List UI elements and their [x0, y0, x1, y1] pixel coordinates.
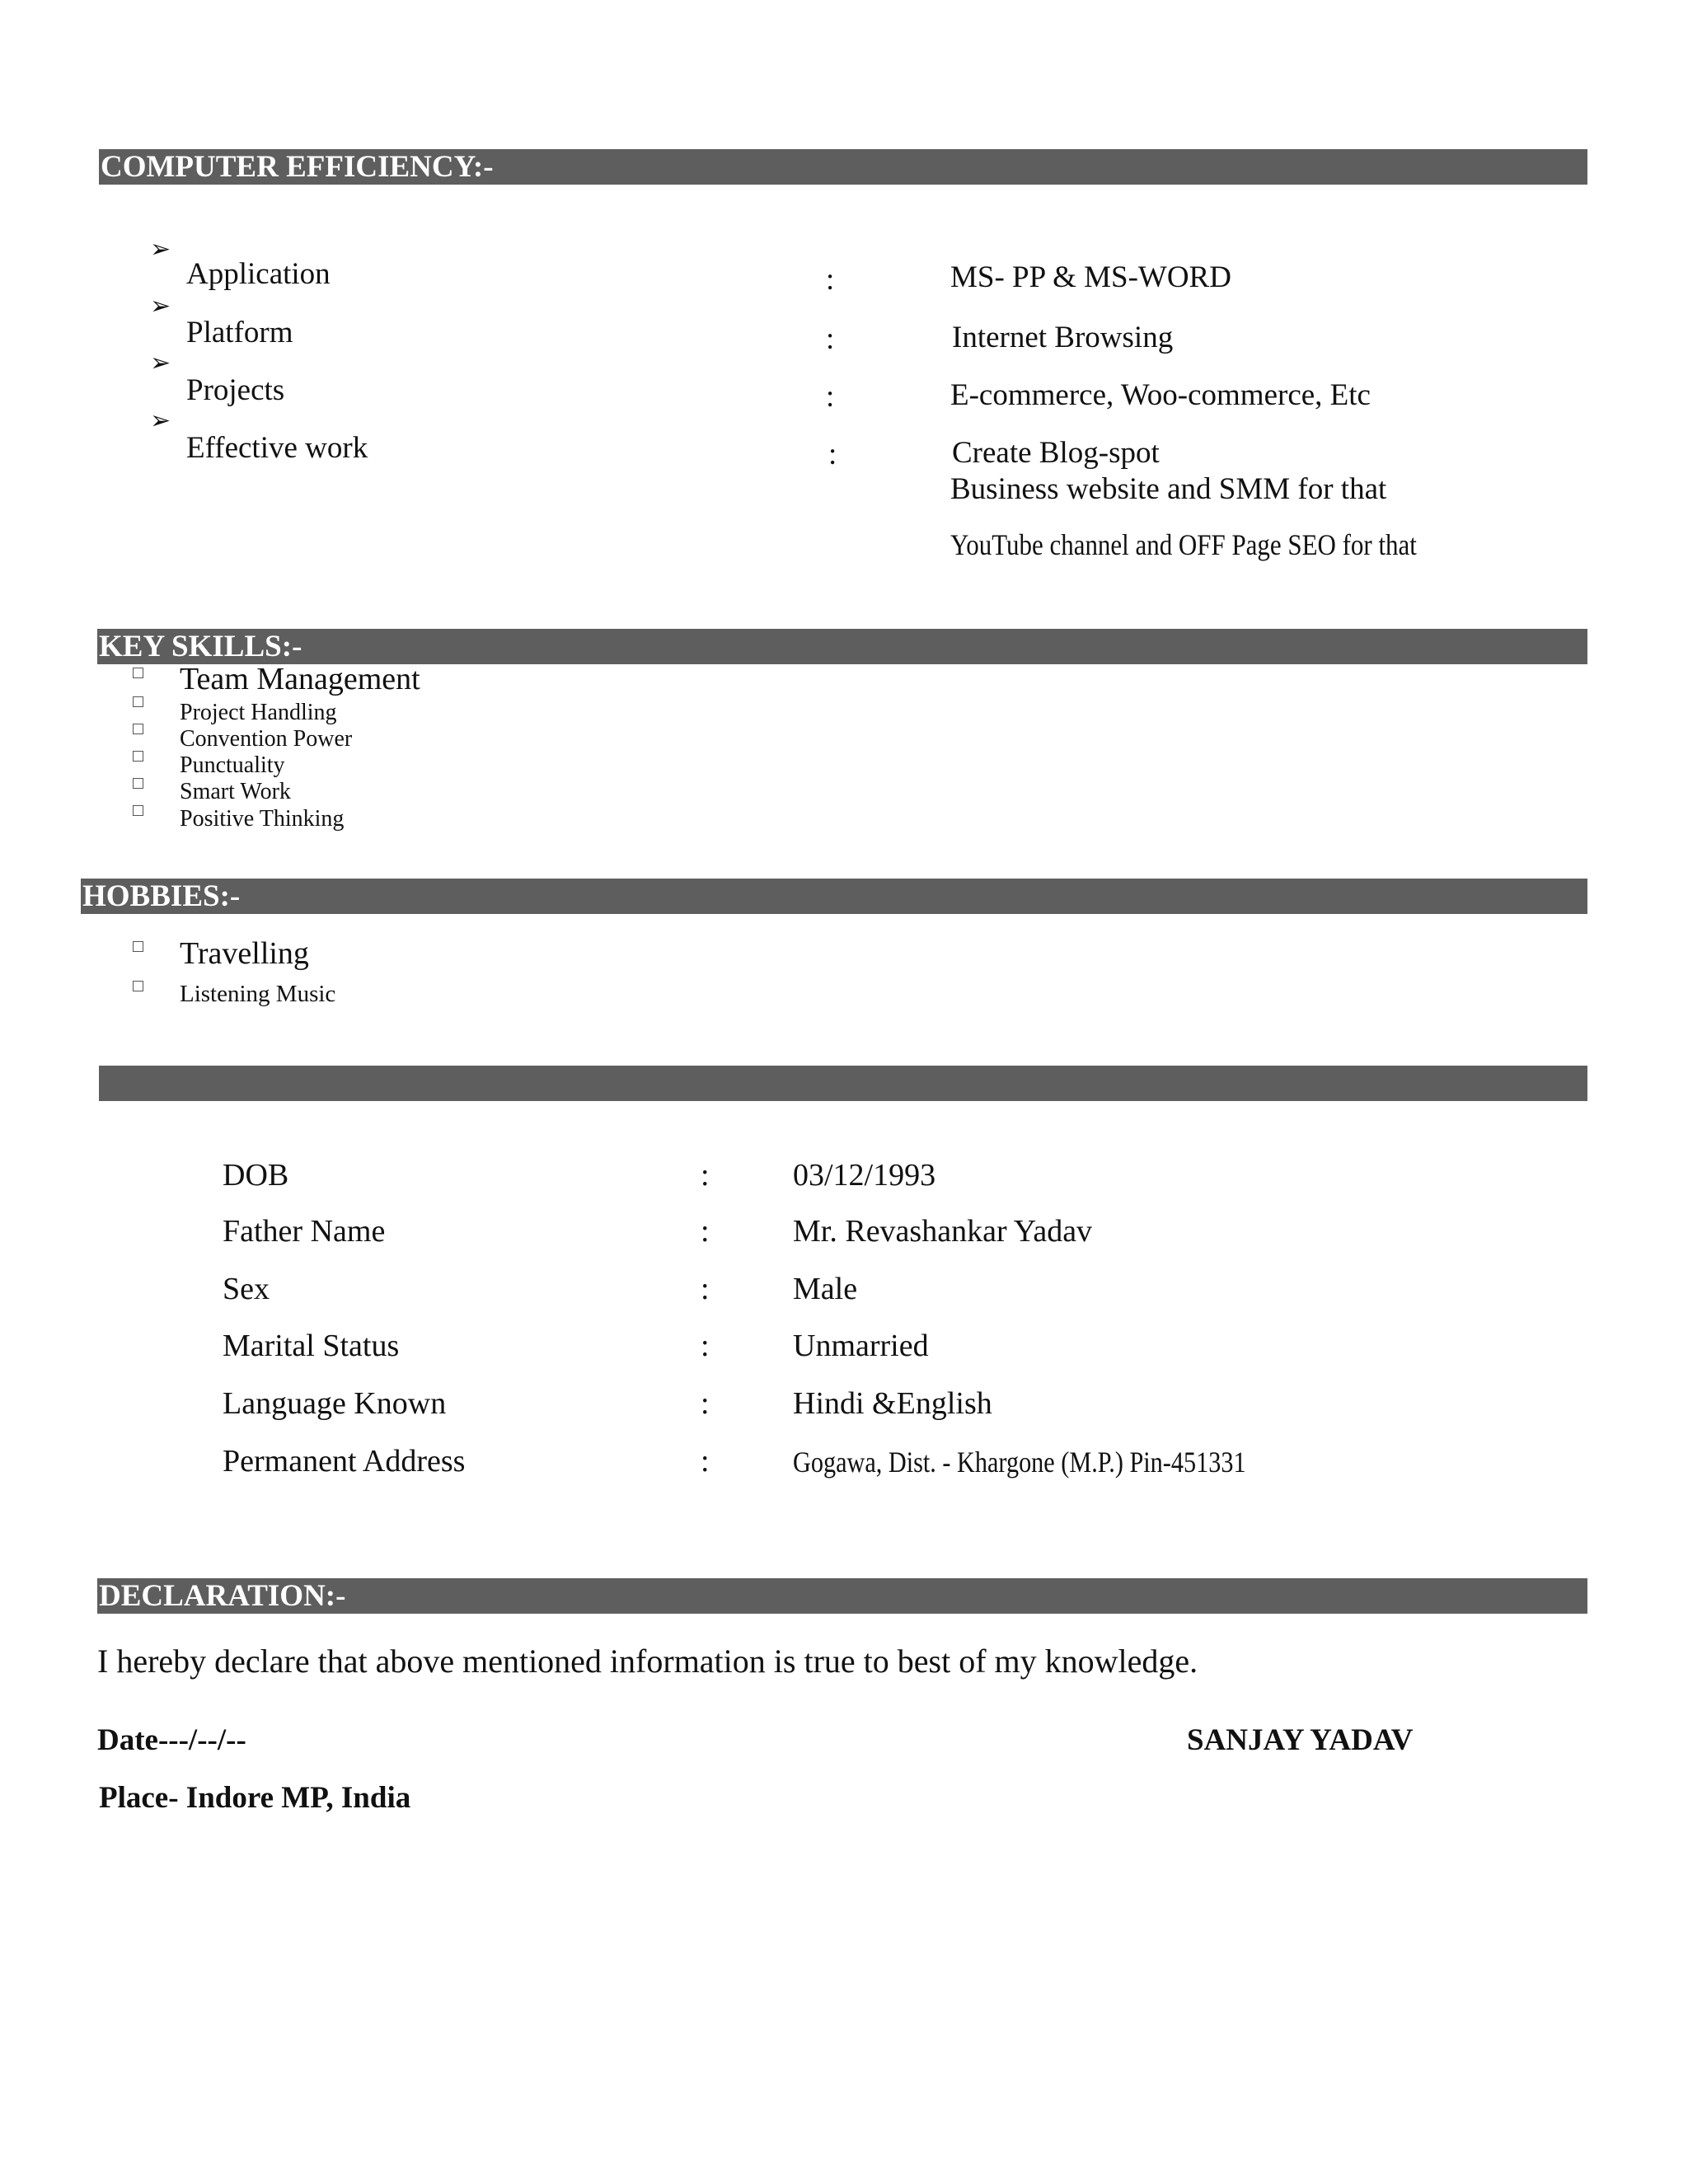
pd-colon: :	[701, 1444, 710, 1479]
declaration-heading-bar	[97, 1578, 1587, 1614]
ce-label-projects: Projects	[186, 373, 285, 407]
pd-value-language-known: Hindi &English	[793, 1386, 992, 1421]
checkbox-bullet-icon	[133, 724, 143, 734]
declaration-text: I hereby declare that above mentioned information is true to best of my knowledge.	[97, 1643, 1198, 1680]
list-item: Team Management	[180, 662, 420, 696]
declaration-date: Date---/--/--	[97, 1723, 246, 1757]
pd-colon: :	[701, 1158, 710, 1193]
ce-colon: :	[826, 322, 835, 356]
pd-value-marital-status: Unmarried	[793, 1329, 929, 1363]
ce-value-effective-work: Create Blog-spot	[952, 436, 1160, 470]
declaration-place: Place- Indore MP, India	[99, 1781, 411, 1815]
pd-colon: :	[701, 1214, 710, 1249]
ce-value-platform: Internet Browsing	[952, 321, 1174, 354]
declaration-heading: DECLARATION:-	[99, 1579, 346, 1613]
hobbies-heading-bar	[81, 879, 1587, 914]
pd-label-dob: DOB	[223, 1158, 289, 1193]
key-skills-heading-bar	[97, 629, 1587, 664]
ce-colon: :	[826, 263, 835, 297]
checkbox-bullet-icon	[133, 941, 143, 952]
pd-value-permanent-address: Gogawa, Dist. - Khargone (M.P.) Pin-451331	[793, 1446, 1246, 1479]
ce-label-platform: Platform	[186, 316, 293, 349]
list-item: Project Handling	[180, 700, 337, 725]
list-item: Smart Work	[180, 779, 291, 804]
pd-value-sex: Male	[793, 1272, 858, 1306]
arrowhead-bullet-icon: ➢	[150, 406, 171, 435]
ce-colon: :	[828, 438, 837, 471]
pd-label-sex: Sex	[223, 1272, 270, 1306]
list-item: Travelling	[180, 936, 309, 971]
pd-label-language-known: Language Known	[223, 1386, 447, 1421]
checkbox-bullet-icon	[133, 981, 143, 991]
ce-label-application: Application	[186, 257, 331, 291]
declaration-name: SANJAY YADAV	[1187, 1723, 1414, 1757]
checkbox-bullet-icon	[133, 751, 143, 762]
pd-value-dob: 03/12/1993	[793, 1158, 936, 1193]
arrowhead-bullet-icon: ➢	[150, 292, 171, 321]
hobbies-heading: HOBBIES:-	[82, 879, 241, 913]
pd-value-father-name: Mr. Revashankar Yadav	[793, 1214, 1093, 1249]
pd-colon: :	[701, 1386, 710, 1421]
ce-label-effective-work: Effective work	[186, 431, 368, 465]
checkbox-bullet-icon	[133, 668, 143, 678]
arrowhead-bullet-icon: ➢	[150, 349, 171, 377]
key-skills-heading: KEY SKILLS:-	[99, 630, 302, 663]
list-item: Punctuality	[180, 752, 285, 778]
pd-colon: :	[701, 1272, 710, 1306]
ce-value-projects: E-commerce, Woo-commerce, Etc	[950, 378, 1371, 412]
personal-details-heading-bar	[99, 1066, 1587, 1101]
checkbox-bullet-icon	[133, 696, 143, 707]
list-item: Positive Thinking	[180, 806, 345, 832]
pd-colon: :	[701, 1329, 710, 1363]
list-item: Convention Power	[180, 726, 353, 752]
computer-efficiency-heading: COMPUTER EFFICIENCY:-	[101, 150, 494, 184]
ce-value-application: MS- PP & MS-WORD	[950, 260, 1231, 294]
pd-label-father-name: Father Name	[223, 1214, 386, 1249]
checkbox-bullet-icon	[133, 778, 143, 789]
ce-extra-line: Business website and SMM for that	[950, 472, 1387, 506]
ce-colon: :	[826, 380, 835, 414]
arrowhead-bullet-icon: ➢	[150, 235, 171, 264]
pd-label-marital-status: Marital Status	[223, 1329, 400, 1363]
computer-efficiency-heading-bar	[99, 149, 1587, 185]
ce-extra-line: YouTube channel and OFF Page SEO for that	[950, 528, 1417, 561]
pd-label-permanent-address: Permanent Address	[223, 1444, 466, 1479]
list-item: Listening Music	[180, 981, 336, 1007]
checkbox-bullet-icon	[133, 805, 143, 816]
